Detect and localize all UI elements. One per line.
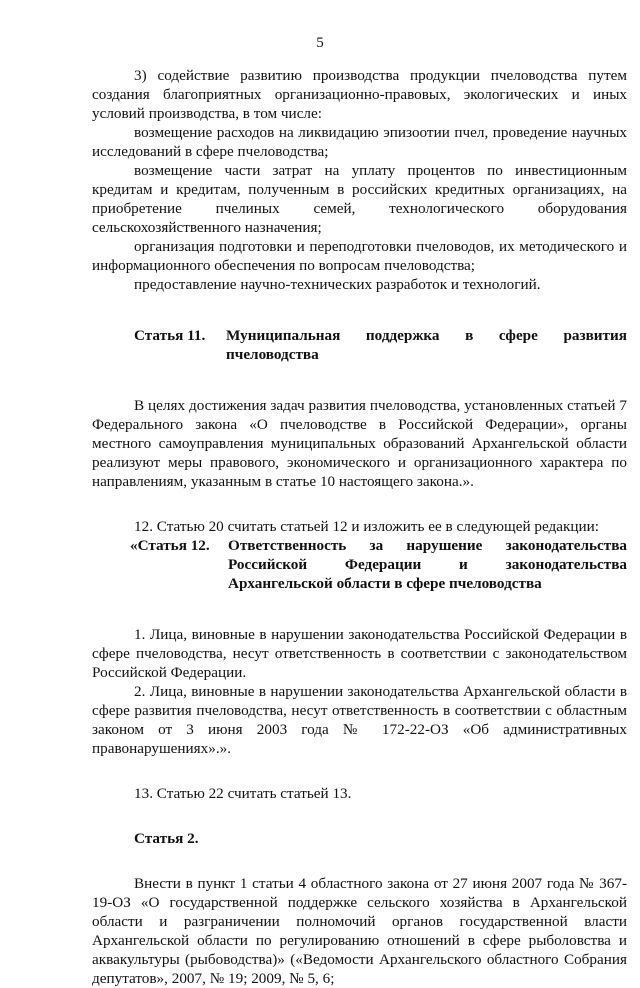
article-11-title: Муниципальная поддержка в сфере развития пчеловодства <box>226 327 627 363</box>
article-11-body: В целях достижения задач развития пчеловодства, установленных статьей 7 Федерального закона «О пчеловодстве в Российской Федерации», органы местного самоуправления муниципальных образований Архангельской области реализуют меры правового, экономического и организационного характера по направлениям, указанным в статье 10 настоящего закона.». <box>92 397 627 490</box>
article-12-part-1: 1. Лица, виновные в нарушении законодательства Российской Федерации в сфере пчеловодства, несут ответственность в соответствии с законодательством Российской Федерации. <box>92 626 627 681</box>
paragraph-item-3: 3) содействие развитию производства продукции пчеловодства путем создания благоприятных организационно-правовых, экологических и иных условий производства, в том числе: <box>92 67 627 122</box>
document-body <box>92 66 627 988</box>
article-11-heading <box>134 326 627 364</box>
paragraph-subitem-4: предоставление научно-технических разработок и технологий. <box>134 276 541 293</box>
point-12-intro: 12. Статью 20 считать статьей 12 и изложить ее в следующей редакции: <box>134 518 599 535</box>
paragraph-subitem-1: возмещение расходов на ликвидацию эпизоотии пчел, проведение научных исследований в сфере пчеловодства; <box>92 124 627 160</box>
article-12-title: Ответственность за нарушение законодательства Российской Федерации и законодательства Архангельской области в сфере пчеловодства <box>228 537 627 592</box>
article-12-label: «Статья 12. <box>130 537 210 554</box>
paragraph-subitem-3: организация подготовки и переподготовки пчеловодов, их методического и информационного обеспечения по вопросам пчеловодства; <box>92 238 627 274</box>
paragraph-subitem-2: возмещение части затрат на уплату процентов по инвестиционным кредитам и кредитам, полученным в российских кредитных организациях, на приобретение пчелиных семей, технологического оборудования сельскохозяйственного назначения; <box>92 162 627 236</box>
article-12-part-2: 2. Лица, виновные в нарушении законодательства Архангельской области в сфере развития пчеловодства, несут ответственность в соответствии с областным законом от 3 июня 2003 года № 172-22-ОЗ «Об административных правонарушениях».». <box>92 683 627 757</box>
point-13: 13. Статью 22 считать статьей 13. <box>134 785 352 802</box>
article-12-heading <box>130 536 627 593</box>
article-11-label: Статья 11. <box>134 327 206 344</box>
page-number: 5 <box>316 35 324 51</box>
article-2-body: Внести в пункт 1 статьи 4 областного закона от 27 июня 2007 года № 367-19-ОЗ «О государственной поддержке сельского хозяйства в Архангельской области и разграничении полномочий органов государственной власти Архангельской области по регулированию отношений в сфере рыболовства и аквакультуры (рыбоводства)» («Ведомости Архангельского областного Собрания депутатов», 2007, № 19; 2009, № 5, 6; <box>92 875 627 987</box>
article-2-label: Статья 2. <box>134 830 199 847</box>
